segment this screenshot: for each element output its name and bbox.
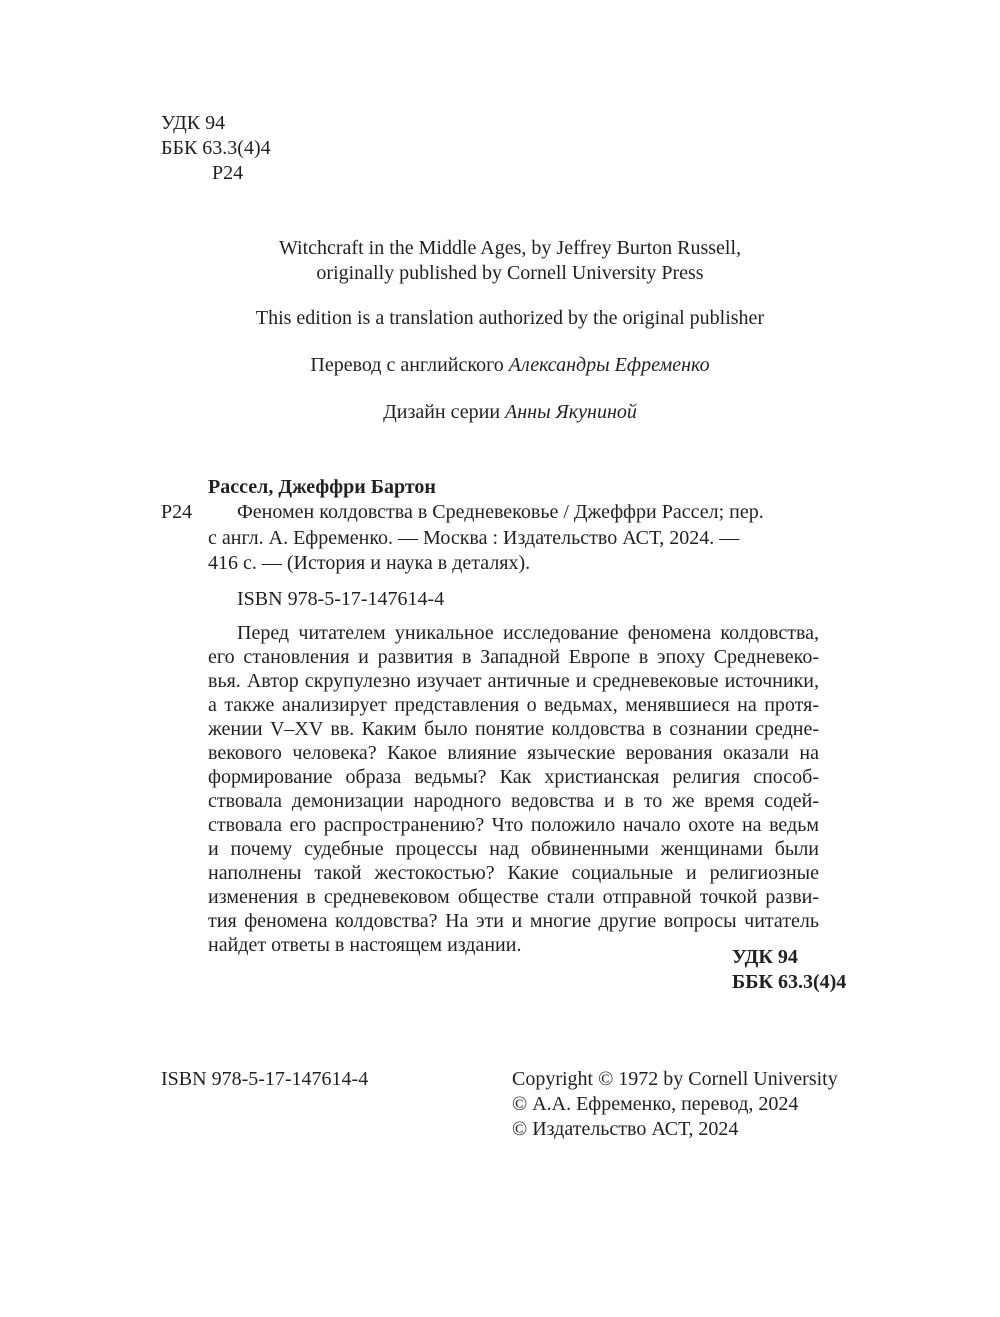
copyright-publisher: © Издательство АСТ, 2024 [512,1118,739,1140]
original-publisher-line: originally published by Cornell University Press [316,262,704,284]
abstract [208,621,819,957]
abstract-line: ствовала его распространению? Что положило начало охоте на ведьм [208,814,819,836]
abstract-line: его становления и развития в Западной Европе в эпоху Средневеко- [208,646,819,668]
udk-code: УДК 94 [161,112,226,134]
abstract-line: тия феномена колдовства? На эти и многие другие вопросы читатель [208,910,819,932]
design-label: Дизайн серии [383,401,501,423]
abstract-line: наполнены такой жестокостью? Какие социальные и религиозные [208,862,819,884]
abstract-line: Перед читателем уникальное исследование феномена колдовства, [237,622,819,644]
description-line-1: Феномен колдовства в Средневековье / Джеффри Рассел; пер. [237,501,764,523]
footer-isbn: ISBN 978-5-17-147614-4 [161,1068,369,1090]
author-heading: Рассел, Джеффри Бартон [208,476,436,498]
bottom-bbk-code: ББК 63.3(4)4 [732,971,847,993]
translation-label: Перевод с английского [310,354,504,376]
description-line-3: 416 с. — (История и наука в деталях). [208,552,531,574]
copyright-translation: © А.А. Ефременко, перевод, 2024 [512,1093,799,1115]
abstract-line: векового человека? Какое влияние языческие верования оказали на [208,742,819,764]
abstract-line: ствовала демонизации народного ведовства и в то же время содей- [208,790,819,812]
authorization-note: This edition is a translation authorized by the original publisher [255,307,765,329]
abstract-line: изменения в средневековом обществе стали отправной точкой разви- [208,886,819,908]
catalog-author-sign: Р24 [161,501,193,523]
abstract-line: жении V–XV вв. Каким было понятие колдовства в сознании средне- [208,718,819,740]
catalog-isbn: ISBN 978-5-17-147614-4 [237,588,445,610]
translation-credit [0,353,1000,377]
abstract-line: формирование образа ведьмы? Как христианская религия способ- [208,766,819,788]
author-sign: Р24 [212,162,244,184]
abstract-line: а также анализирует представления о ведьмах, менявшиеся на протя- [208,694,819,716]
abstract-line: найдет ответы в настоящем издании. [208,934,522,956]
design-credit [0,400,1000,424]
original-title-line: Witchcraft in the Middle Ages, by Jeffrey Burton Russell, [278,237,742,259]
abstract-line: и почему судебные процессы над обвиненными женщинами были [208,838,819,860]
designer-name: Анны Якуниной [505,401,637,423]
description-line-2: с англ. А. Ефременко. — Москва : Издательство АСТ, 2024. — [208,527,740,549]
translator-name: Александры Ефременко [508,354,710,376]
bbk-code: ББК 63.3(4)4 [161,137,271,159]
abstract-line: вья. Автор скрупулезно изучает античные и средневековые источники, [208,670,819,692]
bottom-udk-code: УДК 94 [732,946,798,968]
copyright-original: Copyright © 1972 by Cornell University [512,1068,838,1090]
